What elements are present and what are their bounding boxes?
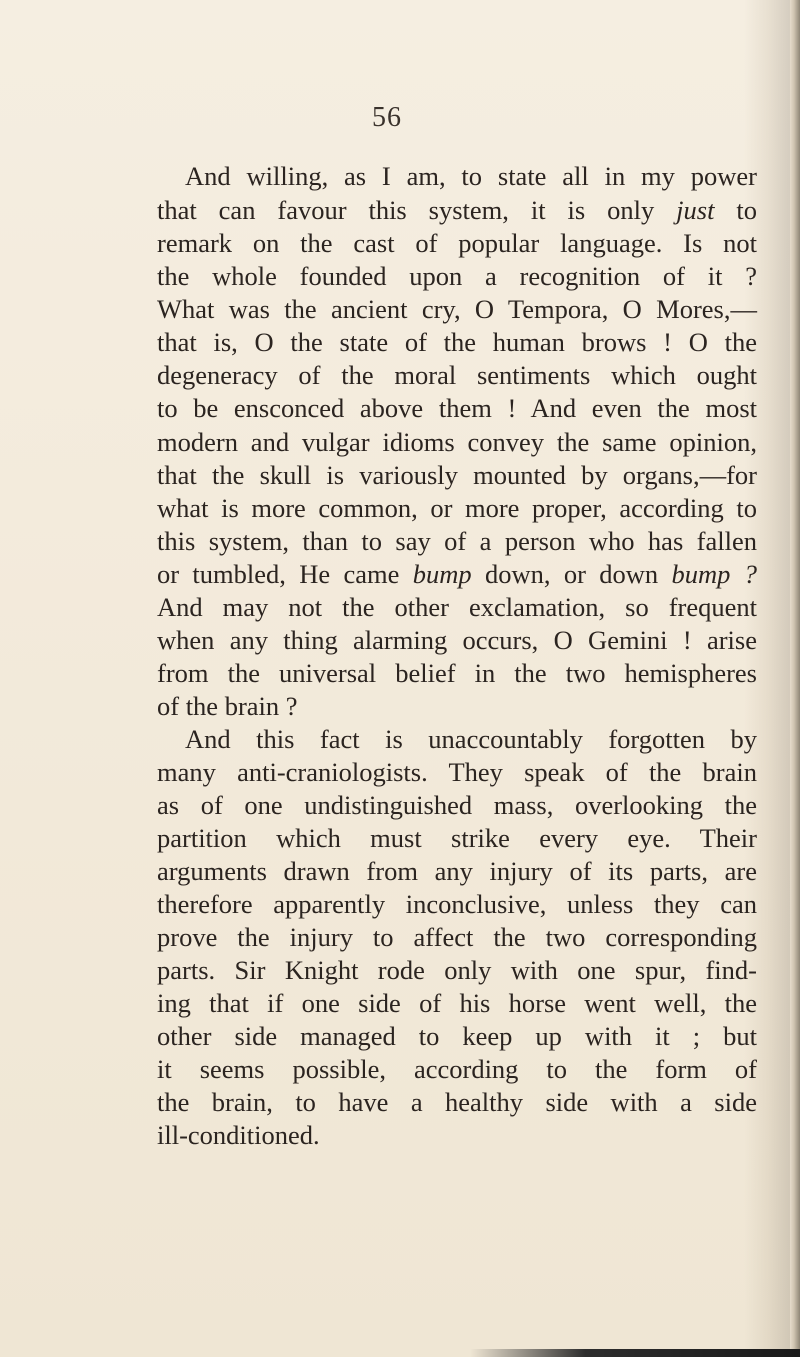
text-line: ing that if one side of his horse went well, the (157, 988, 757, 1018)
text-line: prove the injury to affect the two corresponding (157, 922, 757, 952)
text-line: parts. Sir Knight rode only with one spur, find- (157, 955, 757, 985)
text-line: the brain, to have a healthy side with a side (157, 1087, 757, 1117)
text-line: what is more common, or more proper, according to (157, 493, 757, 523)
text-line: when any thing alarming occurs, O Gemini ! arise (157, 625, 757, 655)
text-line: partition which must strike every eye. Their (157, 823, 757, 853)
text-line: What was the ancient cry, O Tempora, O Mores,— (157, 294, 757, 324)
text-line: therefore apparently inconclusive, unless they can (157, 889, 757, 919)
text-line: that is, O the state of the human brows ! O the (157, 327, 757, 357)
page-number: 56 (372, 102, 402, 133)
text-line: from the universal belief in the two hemispheres (157, 658, 757, 688)
text-line: remark on the cast of popular language. Is not (157, 228, 757, 258)
text-line: of the brain ? (157, 691, 298, 721)
text-line: arguments drawn from any injury of its parts, are (157, 856, 757, 886)
text-line: or tumbled, He came bump down, or down bump ? (157, 559, 758, 589)
text-line: the whole founded upon a recognition of it ? (157, 261, 757, 291)
text-line: many anti-craniologists. They speak of the brain (157, 757, 757, 787)
text-line: this system, than to say of a person who has fallen (157, 526, 757, 556)
text-line: other side managed to keep up with it ; but (157, 1021, 757, 1051)
text-line: modern and vulgar idioms convey the same opinion, (157, 427, 757, 457)
text-line: And may not the other exclamation, so frequent (157, 592, 757, 622)
text-line: And willing, as I am, to state all in my power (185, 161, 757, 191)
text-line: it seems possible, according to the form of (157, 1054, 757, 1084)
text-line: And this fact is unaccountably forgotten by (185, 724, 757, 754)
page-spine-edge (790, 0, 800, 1357)
text-line: as of one undistinguished mass, overlooking the (157, 790, 757, 820)
text-line: ill-conditioned. (157, 1120, 320, 1150)
page-bottom-shadow (470, 1349, 800, 1357)
text-line: degeneracy of the moral sentiments which ought (157, 360, 757, 390)
text-line: that can favour this system, it is only just to (157, 195, 757, 225)
text-line: that the skull is variously mounted by organs,—for (157, 460, 757, 490)
text-line: to be ensconced above them ! And even the most (157, 393, 757, 423)
